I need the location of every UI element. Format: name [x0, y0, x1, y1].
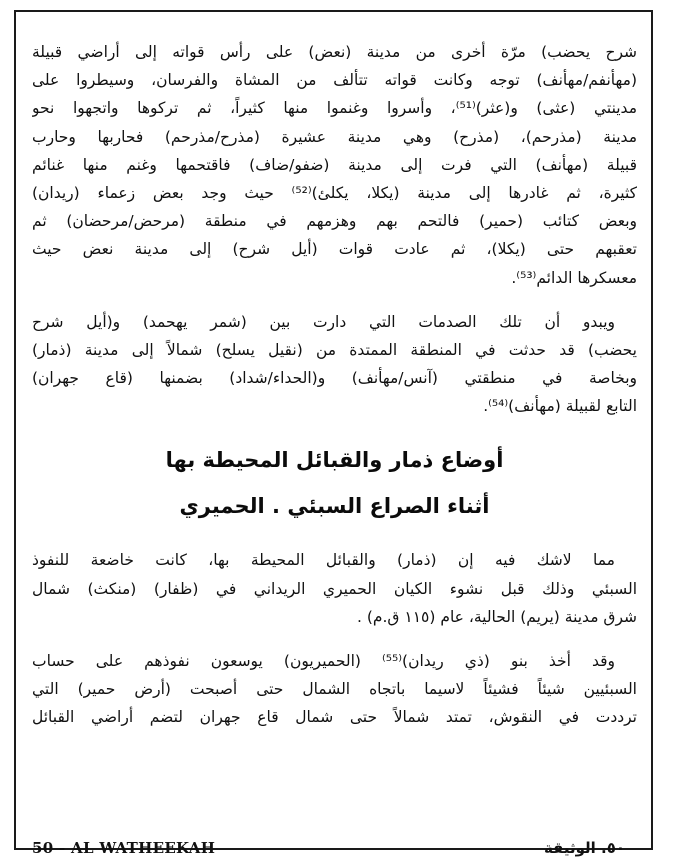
paragraph-2	[32, 308, 637, 421]
text-line: وقد أخذ بنو (ذي ريدان)⁽⁵⁵⁾ (الحميريون) يوسعون نفوذهم على حساب	[32, 652, 616, 670]
section-heading: أوضاع ذمار والقبائل المحيطة بها	[165, 448, 504, 473]
footer-page-number-latin: 50 - AL WATHEEKAH	[32, 839, 216, 857]
paragraph-spacer	[32, 292, 637, 308]
section-subheading: أثناء الصراع السبئي . الحميري	[179, 494, 490, 519]
text-line: قبيلة (مهأنف) التي فرت إلى مدينة (ضفو/ضاف) فاقتحمها وغنم منها غنائم	[32, 155, 637, 174]
text-line: وبخاصة في منطقتي (آنس/مهأنف) و(الحداء/شداد) بضمنها (قاع جهران)	[32, 369, 637, 388]
text-line: السبئي وذلك قبل نشوء الكيان الحميري الريداني في (ظفار) (منكث) شمال	[32, 579, 637, 598]
text-line: التابع لقبيلة (مهأنف)⁽⁵⁴⁾.	[483, 397, 637, 416]
page-frame	[14, 10, 653, 850]
text-line: شرق مدينة (يريم) الحالية، عام (١١٥ ق.م) .	[357, 607, 637, 626]
text-line: كثيرة، ثم غادرها إلى مدينة (يكلا، يكلئ)⁽⁵²⁾ حيث وجد بعض زعماء (ريدان)	[32, 183, 637, 202]
text-line: معسكرها الدائم⁽⁵³⁾.	[511, 268, 637, 287]
text-line: شرح يحضب) مرّة أخرى من مدينة (نعض) على رأس قواته إلى أراضي قبيلة	[32, 43, 637, 61]
paragraph-1	[32, 38, 637, 292]
text-line: تعقبهم حتى (يكلا)، ثم عادت قوات (أيل شرح) إلى مدينة نعض حيث	[32, 240, 637, 259]
text-line: (مهأنفم/مهأنف) توجه وكانت قواته تتألف من المشاة والفرسان، وسيطروا على	[32, 71, 637, 90]
text-line: مما لاشك فيه إن (ذمار) والقبائل المحيطة بها، كانت خاضعة للنفوذ	[32, 551, 615, 570]
paragraph-4	[32, 647, 637, 732]
paragraph-spacer	[32, 631, 637, 647]
page-footer	[14, 833, 659, 863]
text-line: مدينتي (عثى) و(عثر)⁽⁵¹⁾، وأسروا وغنموا منها كثيراً، ثم تركوها واتجهوا نحو	[32, 99, 637, 118]
paragraph-3	[32, 546, 637, 631]
footer-page-number-arabic: ٥٠. الوثيقة	[543, 839, 625, 857]
text-line: السبئيين شيئاً فشيئاً لاسيما باتجاه الشمال حتى أصبحت (أرض حمير) التي	[32, 680, 637, 699]
text-line: مدينة (مذرحم)، (مذرح) وهي مدينة عشيرة (مذرح/مذرحم) فحاربها وحارب	[32, 127, 637, 146]
text-line: ويبدو أن تلك الصدمات التي دارت بين (شمر يهحمد) و(أيل شرح	[32, 312, 615, 331]
text-line: يحضب) قد حدثت في المنطقة الممتدة من (نقيل يسلح) شمالاً إلى مدينة (ذمار)	[32, 340, 637, 359]
article-body	[32, 38, 637, 732]
text-line: ترددت في النقوش، تمتد شمالاً حتى شمال قاع جهران لتضم أراضي القبائل	[32, 708, 637, 727]
text-line: وبعض كتائب (حمير) فالتحم بهم وهزمهم في منطقة (مرحض/مرحضان) ثم	[32, 212, 637, 231]
